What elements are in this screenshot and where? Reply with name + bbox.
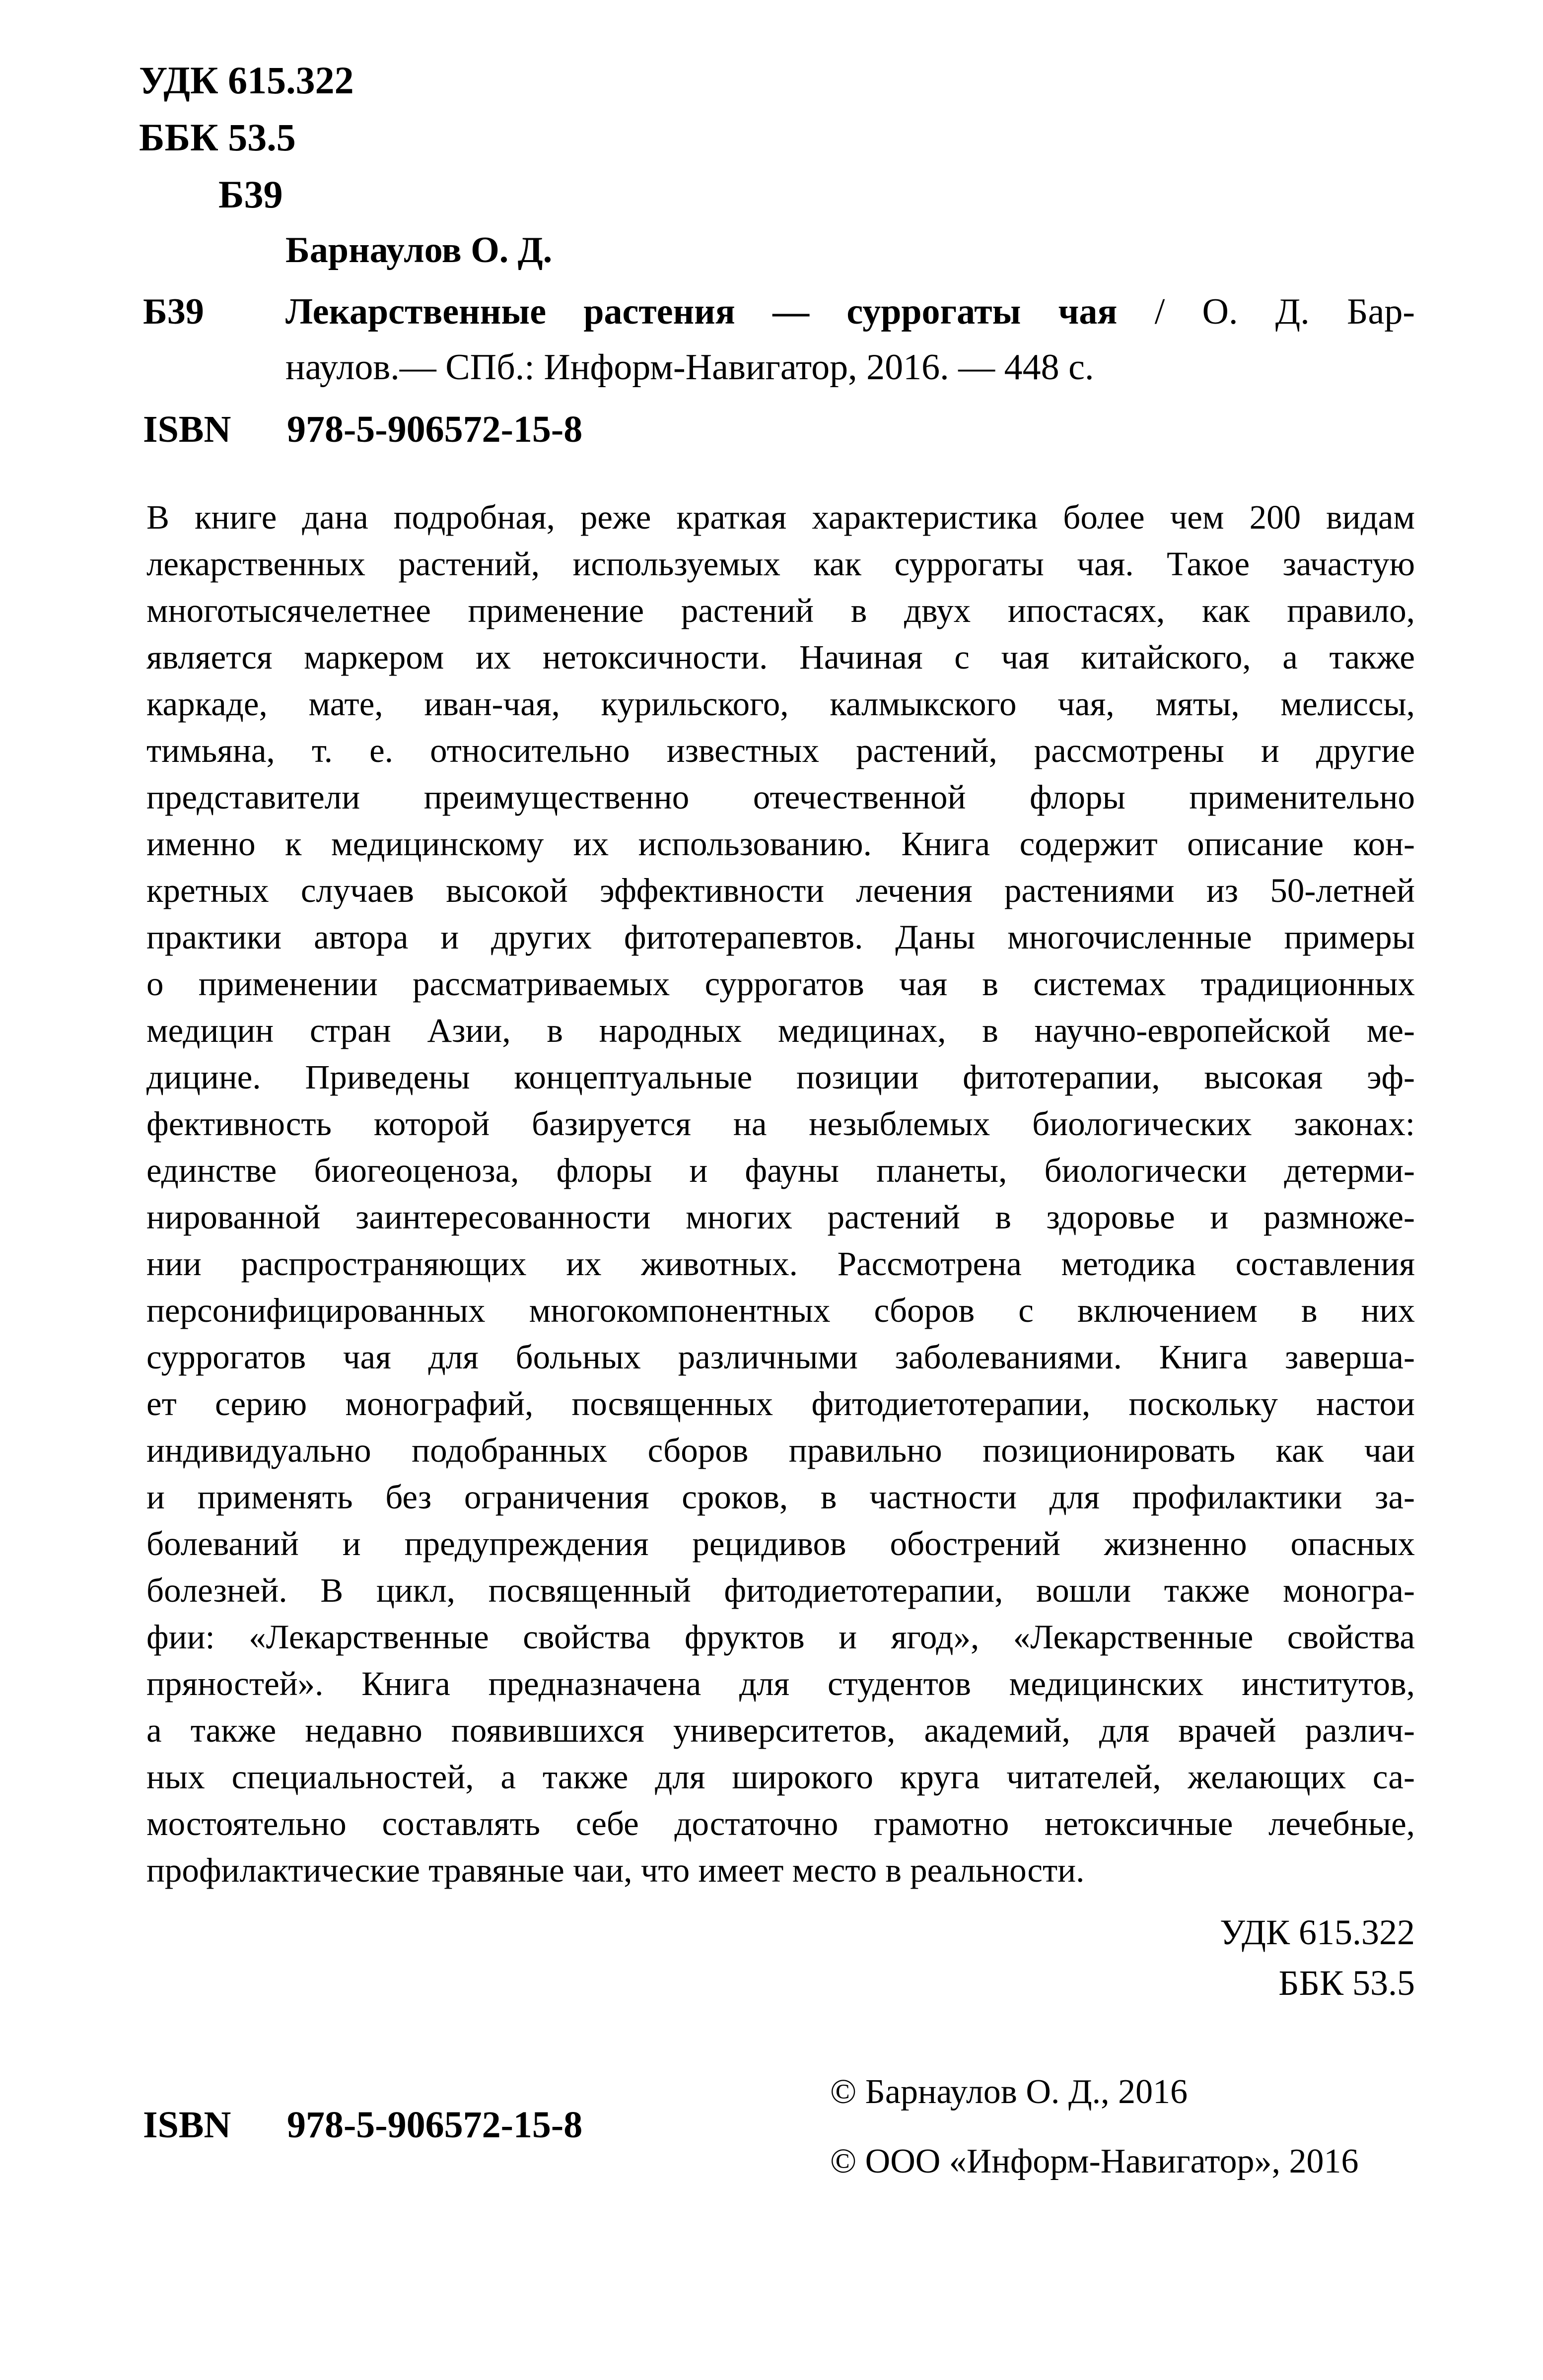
annotation-line: индивидуально подобранных сборов правильно позиционировать как чаи bbox=[146, 1431, 1415, 1469]
annotation-line: лекарственных растений, используемых как суррогаты чая. Такое зачастую bbox=[146, 545, 1415, 583]
annotation-line: и применять без ограничения сроков, в частности для профилактики за- bbox=[146, 1478, 1415, 1516]
isbn-value: 978-5-906572-15-8 bbox=[287, 408, 583, 450]
annotation-line: именно к медицинскому их использованию. Книга содержит описание кон- bbox=[146, 825, 1415, 863]
entry-author-sign-code: Б39 bbox=[143, 291, 204, 332]
annotation-line: фективность которой базируется на незыблемых биологических законах: bbox=[146, 1105, 1415, 1143]
annotation-line: персонифицированных многокомпонентных сборов с включением в них bbox=[146, 1292, 1415, 1329]
bibliographic-entry bbox=[143, 284, 1415, 395]
annotation-line: нии распространяющих их животных. Рассмотрена методика составления bbox=[146, 1245, 1415, 1283]
annotation-line: профилактические травяные чаи, что имеет место в реальности. bbox=[146, 1851, 1085, 1889]
annotation-line: пряностей». Книга предназначена для студентов медицинских институтов, bbox=[146, 1665, 1415, 1702]
annotation-line: ет серию монографий, посвященных фитодиетотерапии, поскольку настои bbox=[146, 1385, 1415, 1423]
annotation-paragraph bbox=[146, 494, 1415, 1894]
annotation-line: болеваний и предупреждения рецидивов обострений жизненно опасных bbox=[146, 1525, 1415, 1563]
author-heading: Барнаулов О. Д. bbox=[285, 230, 553, 271]
copyright-author: © Барнаулов О. Д., 2016 bbox=[830, 2073, 1188, 2111]
annotation-line: каркаде, мате, иван-чая, курильского, калмыкского чая, мяты, мелиссы, bbox=[146, 685, 1415, 723]
annotation-line: единстве биогеоценоза, флоры и фауны планеты, биологически детерми- bbox=[146, 1152, 1415, 1189]
annotation-line: мостоятельно составлять себе достаточно грамотно нетоксичные лечебные, bbox=[146, 1805, 1415, 1842]
isbn-label: ISBN bbox=[143, 2104, 231, 2146]
annotation-line: а также недавно появившихся университетов, академий, для врачей различ- bbox=[146, 1711, 1415, 1749]
bbk-code: ББК 53.5 bbox=[139, 116, 296, 159]
annotation-line: многотысячелетнее применение растений в двух ипостасях, как правило, bbox=[146, 592, 1415, 629]
annotation-line: В книге дана подробная, реже краткая характеристика более чем 200 видам bbox=[146, 498, 1415, 536]
isbn-line-top bbox=[143, 408, 582, 451]
bibliographic-entry-line1 bbox=[143, 284, 1415, 340]
annotation-line: дицине. Приведены концептуальные позиции фитотерапии, высокая эф- bbox=[146, 1058, 1415, 1096]
copyright-block bbox=[830, 2057, 1359, 2196]
udk-code: УДК 615.322 bbox=[139, 59, 354, 102]
annotation-line: фии: «Лекарственные свойства фруктов и ягод», «Лекарственные свойства bbox=[146, 1618, 1415, 1656]
annotation-line: представители преимущественно отечественной флоры применительно bbox=[146, 778, 1415, 816]
footer-classification-codes bbox=[1220, 1907, 1415, 2008]
classification-codes bbox=[139, 52, 354, 223]
annotation-line: является маркером их нетоксичности. Начиная с чая китайского, а также bbox=[146, 638, 1415, 676]
isbn-label: ISBN bbox=[143, 408, 231, 450]
annotation-line: медицин стран Азии, в народных медицинах, в научно-европейской ме- bbox=[146, 1012, 1415, 1049]
annotation-line: практики автора и других фитотерапевтов. Даны многочисленные примеры bbox=[146, 918, 1415, 956]
book-title: Лекарственные растения — суррогаты чая bbox=[285, 291, 1118, 332]
footer-bbk-code: ББК 53.5 bbox=[1278, 1963, 1415, 2003]
book-title-responsibility: / О. Д. Бар- bbox=[1117, 291, 1415, 332]
bibliographic-entry-line2: наулов.— СПб.: Информ-Навигатор, 2016. — 448 с. bbox=[285, 347, 1094, 388]
annotation-line: ных специальностей, а также для широкого круга читателей, желающих са- bbox=[146, 1758, 1415, 1796]
isbn-line-bottom bbox=[143, 2104, 582, 2147]
annotation-line: болезней. В цикл, посвященный фитодиетотерапии, вошли также моногра- bbox=[146, 1571, 1415, 1609]
annotation-line: кретных случаев высокой эффективности лечения растениями из 50-летней bbox=[146, 872, 1415, 909]
annotation-line: о применении рассматриваемых суррогатов чая в системах традиционных bbox=[146, 965, 1415, 1003]
copyright-publisher: © ООО «Информ-Навигатор», 2016 bbox=[830, 2142, 1359, 2180]
footer-udk-code: УДК 615.322 bbox=[1220, 1912, 1415, 1952]
annotation-line: нированной заинтересованности многих растений в здоровье и размноже- bbox=[146, 1198, 1415, 1236]
isbn-value: 978-5-906572-15-8 bbox=[287, 2104, 583, 2146]
author-sign-code: Б39 bbox=[218, 173, 283, 216]
annotation-line: тимьяна, т. е. относительно известных растений, рассмотрены и другие bbox=[146, 732, 1415, 769]
annotation-line: суррогатов чая для больных различными заболеваниями. Книга заверша- bbox=[146, 1338, 1415, 1376]
